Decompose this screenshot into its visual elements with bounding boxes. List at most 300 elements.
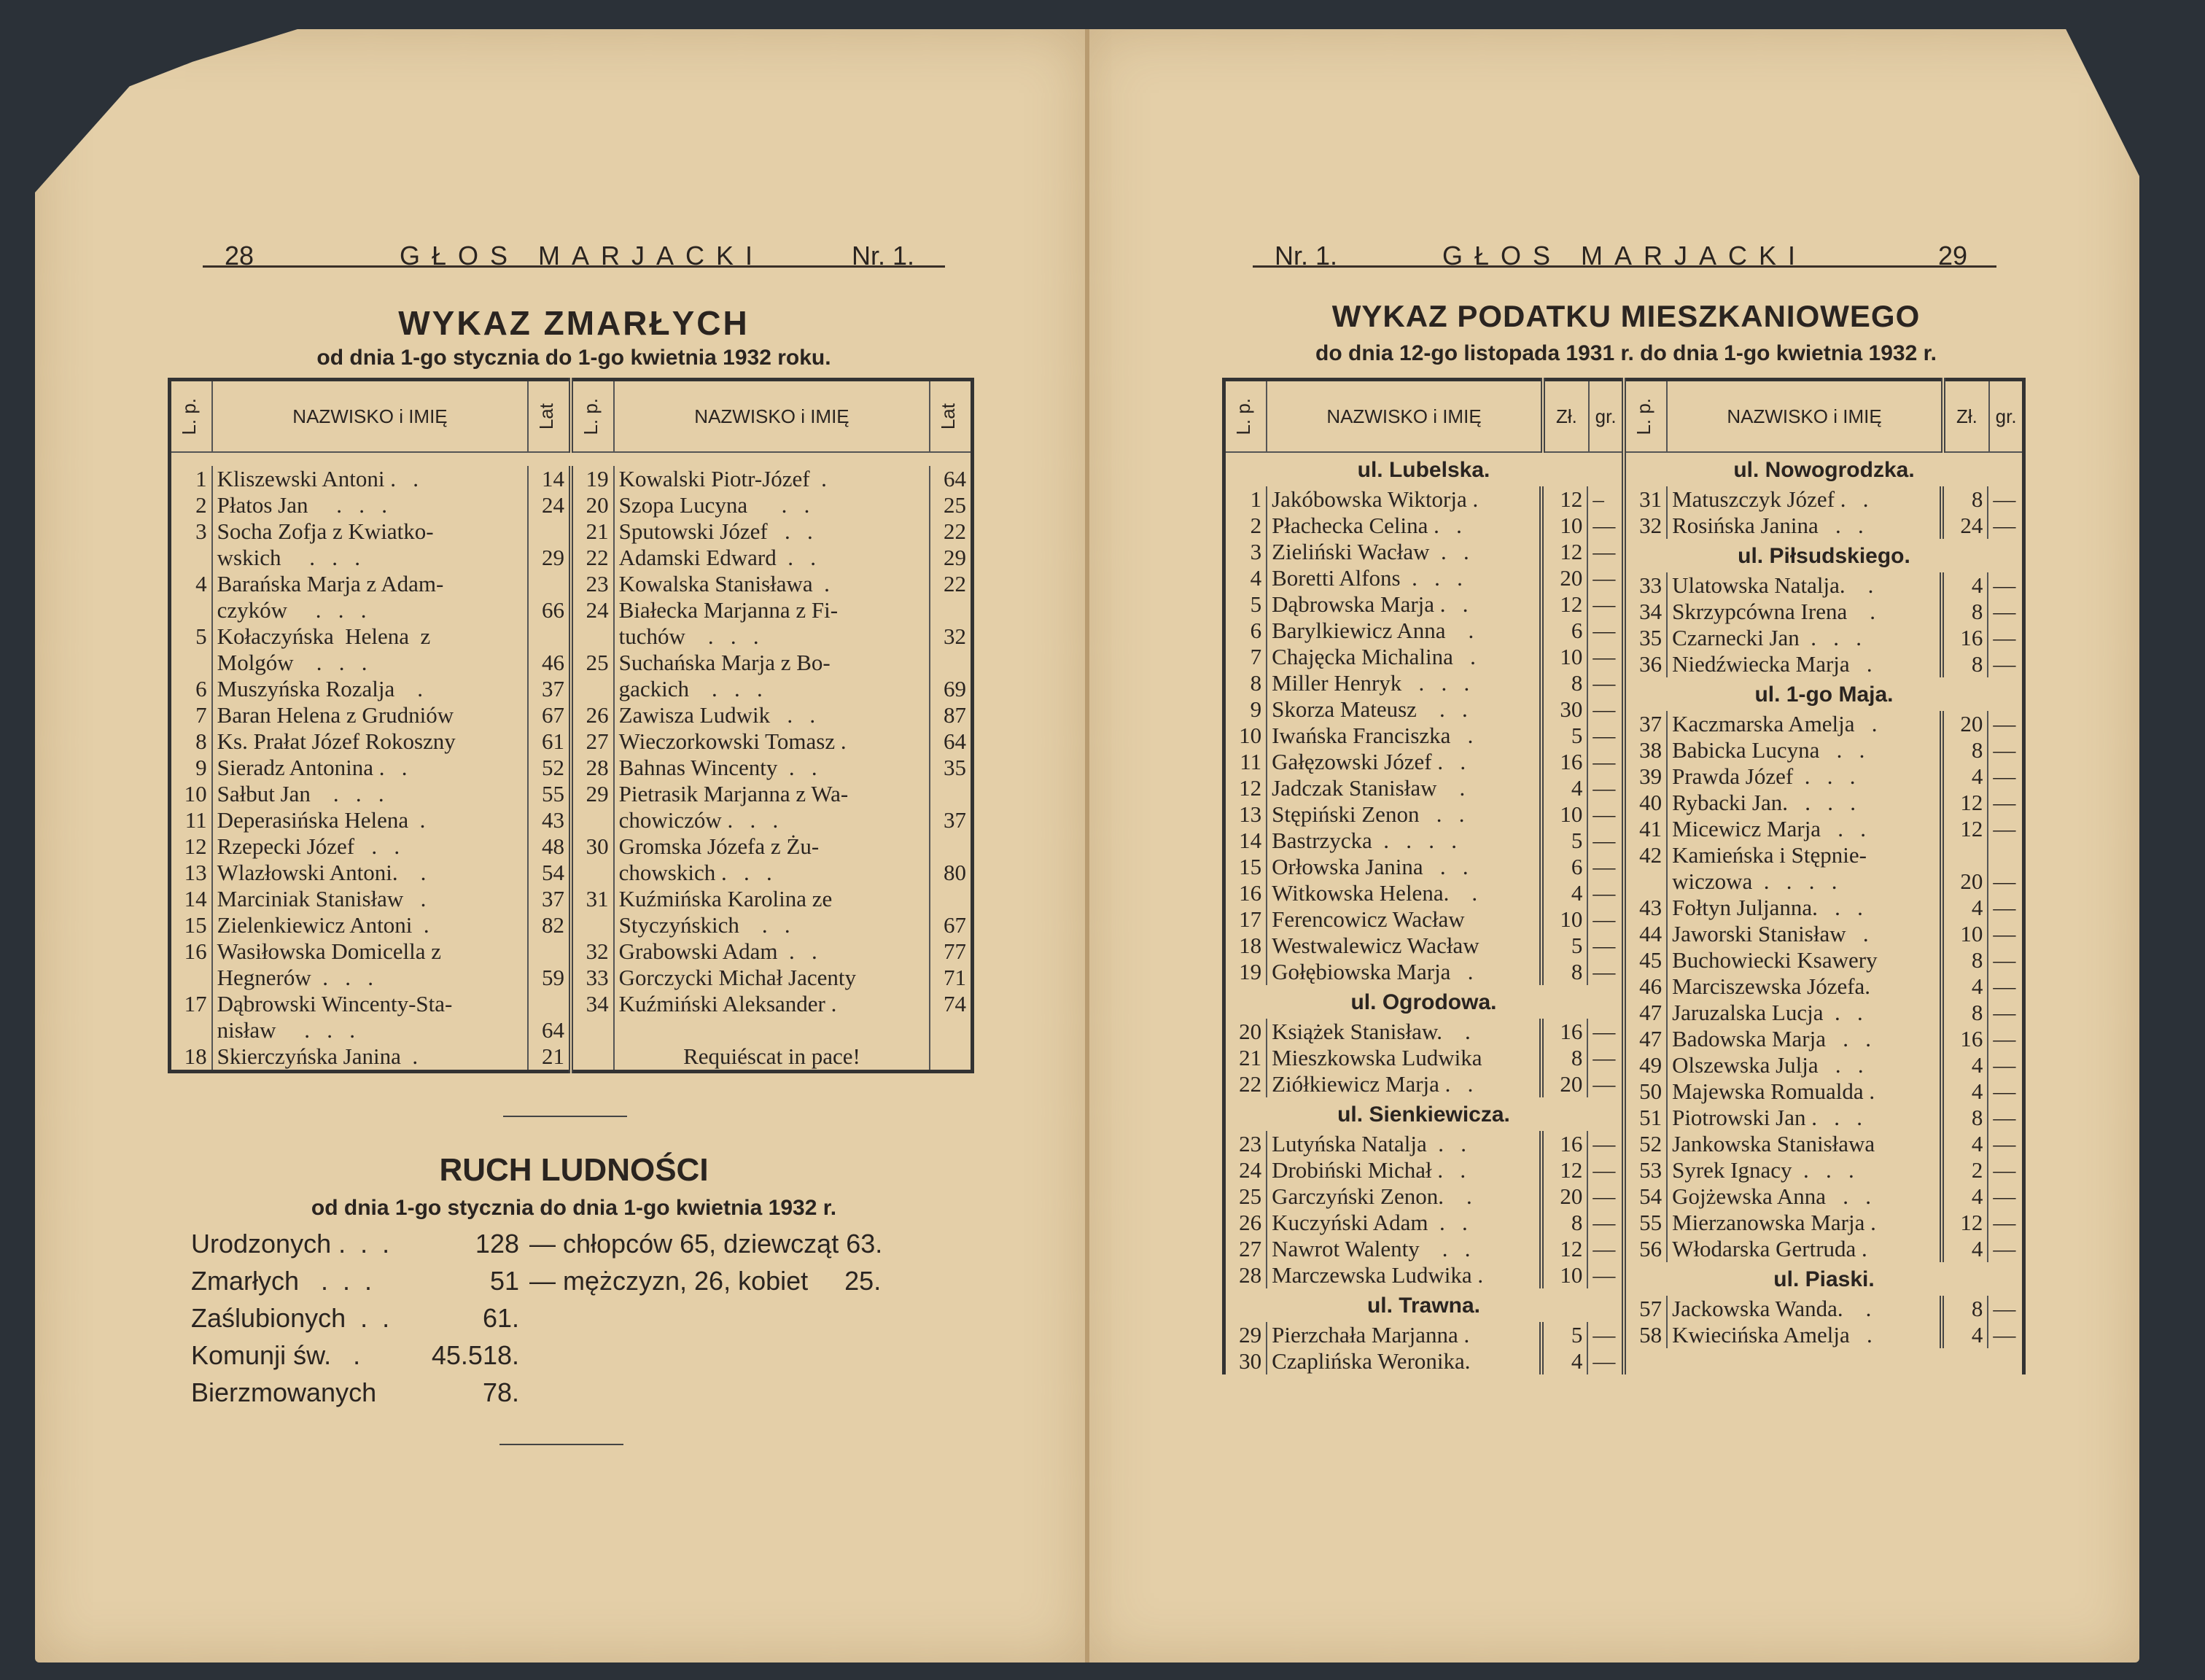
row-number: 32 (1639, 513, 1662, 538)
table-row (170, 650, 973, 676)
table-row (170, 781, 973, 807)
age-value: 37 (930, 807, 972, 833)
lp-header: L. p. (579, 397, 602, 435)
grosz-value: — (1988, 599, 2022, 625)
person-name: Białecka Marjanna z Fi- (614, 597, 930, 623)
table-row (1626, 1026, 2022, 1052)
row-number: 18 (1239, 933, 1262, 958)
row-number: 33 (571, 965, 614, 991)
age-value: 32 (930, 623, 972, 650)
row-number: 22 (1239, 1071, 1262, 1097)
zloty-value: 10 (1541, 513, 1588, 539)
row-number: 55 (1639, 1210, 1662, 1235)
person-name: Kowalski Piotr-Józef . (614, 466, 930, 492)
taxpayer-name: Gałęzowski Józef . . (1267, 749, 1541, 775)
age-value: 22 (930, 518, 972, 545)
age-value (528, 518, 571, 545)
stat-value: 45.518. (431, 1340, 519, 1370)
person-name: Barańska Marja z Adam- (212, 571, 529, 597)
taxpayer-name: Mieszkowska Ludwika (1267, 1045, 1541, 1071)
age-value: 61 (528, 728, 571, 755)
table-row (1626, 1183, 2022, 1210)
table-row (170, 702, 973, 728)
zloty-value (1942, 842, 1988, 868)
stat-line (191, 1337, 882, 1374)
taxpayer-name: Nawrot Walenty . . (1267, 1236, 1541, 1262)
table-header-row (1224, 380, 2024, 453)
person-name: Sputowski Józef . . (614, 518, 930, 545)
table-row (170, 571, 973, 597)
taxpayer-name: Zieliński Wacław . . (1267, 539, 1541, 565)
row-number: 20 (571, 492, 614, 518)
row-number: 16 (184, 938, 207, 964)
person-name: Pietrasik Marjanna z Wa- (614, 781, 930, 807)
row-number: 21 (1239, 1045, 1262, 1070)
zloty-value: 4 (1942, 973, 1988, 1000)
grosz-value: — (1988, 486, 2022, 513)
row-number: 37 (1639, 711, 1662, 736)
lp-header: L. p. (1632, 397, 1654, 435)
age-value: 71 (930, 965, 972, 991)
table-row (170, 623, 973, 650)
grosz-value: — (1988, 763, 2022, 790)
zloty-value: 6 (1541, 854, 1588, 880)
age-value: 87 (930, 702, 972, 728)
row-number: 50 (1639, 1078, 1662, 1104)
grosz-value: — (1988, 572, 2022, 599)
row-number: 54 (1639, 1183, 1662, 1209)
table-header-row (170, 380, 973, 453)
table-row (1226, 749, 1622, 775)
row-number: 29 (1239, 1322, 1262, 1348)
zloty-value: 8 (1541, 959, 1588, 985)
stat-value: 51 (489, 1266, 519, 1296)
table-row (170, 492, 973, 518)
row-number: 43 (1639, 895, 1662, 920)
street-heading-row (1626, 677, 2022, 711)
lp-header: L. p. (178, 397, 200, 435)
row-number: 17 (184, 991, 207, 1016)
row-number: 12 (1239, 775, 1262, 801)
row-number (170, 597, 212, 623)
row-number (170, 1017, 212, 1043)
row-number: 45 (1639, 947, 1662, 973)
grosz-value: — (1587, 670, 1622, 696)
row-number: 2 (1250, 513, 1262, 538)
row-number (571, 1017, 614, 1043)
zloty-value: 8 (1942, 1296, 1988, 1322)
age-value: 59 (528, 965, 571, 991)
row-number (170, 965, 212, 991)
taxpayer-name: Garczyński Zenon. . (1267, 1183, 1541, 1210)
person-name: Zawisza Ludwik . . (614, 702, 930, 728)
age-value: 37 (528, 886, 571, 912)
row-number: 28 (571, 755, 614, 781)
grosz-value: — (1587, 513, 1622, 539)
table-row (1626, 1052, 2022, 1078)
grosz-value: — (1587, 591, 1622, 618)
taxpayer-name: Micewicz Marja . . (1667, 816, 1942, 842)
person-name: chowskich . . . (614, 860, 930, 886)
stat-label: Zaślubionych . . (191, 1303, 390, 1333)
table-row (1226, 1045, 1622, 1071)
row-number: 19 (1239, 959, 1262, 984)
street-name: ul. Piłsudskiego. (1738, 544, 1910, 568)
grosz-value: — (1587, 1019, 1622, 1045)
age-value (930, 650, 972, 676)
taxpayer-name: Drobiński Michał . . (1267, 1157, 1541, 1183)
age-value: 29 (930, 545, 972, 571)
row-number: 31 (1639, 486, 1662, 512)
table-row (170, 991, 973, 1017)
table-row (1226, 723, 1622, 749)
taxpayer-name: Westwalewicz Wacław (1267, 933, 1541, 959)
taxpayer-name: Prawda Józef . . . (1667, 763, 1942, 790)
zl-header: Zł. (1943, 380, 1990, 453)
person-name: Deperasińska Helena . (212, 807, 529, 833)
row-number: 53 (1639, 1157, 1662, 1183)
left-running-head (203, 219, 945, 271)
grosz-value: — (1587, 1322, 1622, 1348)
row-number: 8 (1250, 670, 1262, 696)
age-value: 54 (528, 860, 571, 886)
grosz-value: — (1988, 790, 2022, 816)
table-row (1626, 651, 2022, 677)
age-value (528, 571, 571, 597)
zloty-value: 4 (1942, 1183, 1988, 1210)
deaths-table-body (170, 466, 973, 1072)
row-number: 57 (1639, 1296, 1662, 1321)
age-value (528, 623, 571, 650)
table-row (1626, 1296, 2022, 1322)
grosz-value: — (1587, 1131, 1622, 1157)
stat-line (191, 1225, 882, 1262)
table-row (1226, 591, 1622, 618)
taxpayer-name: Kuczyński Adam . . (1267, 1210, 1541, 1236)
table-row (1226, 1322, 1622, 1348)
grosz-value: — (1587, 749, 1622, 775)
row-number: 5 (195, 623, 207, 649)
page-number: 28 (225, 241, 254, 271)
zloty-value: 20 (1541, 1183, 1588, 1210)
zloty-value: 8 (1942, 737, 1988, 763)
age-value: 67 (528, 702, 571, 728)
table-row (1226, 1210, 1622, 1236)
zloty-value: 4 (1942, 763, 1988, 790)
person-name: Baran Helena z Grudniów (212, 702, 529, 728)
grosz-value: — (1587, 539, 1622, 565)
table-row (1626, 625, 2022, 651)
zloty-value: 2 (1942, 1157, 1988, 1183)
table-row (1226, 1262, 1622, 1288)
row-number: 4 (1250, 565, 1262, 591)
tax-title: WYKAZ PODATKU MIESZKANIOWEGO (1331, 299, 1921, 333)
table-row (1626, 513, 2022, 539)
zloty-value: 5 (1541, 1322, 1588, 1348)
grosz-value: — (1587, 696, 1622, 723)
row-number: 8 (195, 728, 207, 754)
zloty-value: 6 (1541, 618, 1588, 644)
table-row (1226, 1348, 1622, 1374)
person-name: Ks. Prałat Józef Rokoszny (212, 728, 529, 755)
row-number: 33 (1639, 572, 1662, 598)
row-number: 10 (1239, 723, 1262, 748)
table-row (1626, 1131, 2022, 1157)
age-value: 80 (930, 860, 972, 886)
taxpayer-name: Witkowska Helena. . (1267, 880, 1541, 906)
tax-subtitle: do dnia 12-go listopada 1931 r. do dnia 1-go kwietnia 1932 r. (1315, 341, 1937, 365)
person-name: Wieczorkowski Tomasz . (614, 728, 930, 755)
journal-title: GŁOS MARJACKI (400, 241, 765, 271)
deaths-subtitle: od dnia 1-go stycznia do 1-go kwietnia 1932 roku. (316, 346, 831, 370)
table-row (170, 545, 973, 571)
zloty-value: 5 (1541, 828, 1588, 854)
row-number: 49 (1639, 1052, 1662, 1078)
taxpayer-name: Włodarska Gertruda . (1667, 1236, 1942, 1262)
zloty-value: 12 (1541, 486, 1588, 513)
person-name: Gorczycki Michał Jacenty (614, 965, 930, 991)
row-number: 46 (1639, 973, 1662, 999)
person-name: Muszyńska Rozalja . (212, 676, 529, 702)
age-value: 55 (528, 781, 571, 807)
row-number: 23 (1239, 1131, 1262, 1156)
table-row (1626, 868, 2022, 895)
taxpayer-name: wiczowa . . . . (1667, 868, 1942, 895)
table-row (1226, 644, 1622, 670)
zloty-value: 10 (1942, 921, 1988, 947)
table-row (1626, 842, 2022, 868)
taxpayer-name: Jackowska Wanda. . (1667, 1296, 1942, 1322)
tax-table (1222, 378, 2026, 1374)
grosz-value: — (1988, 1183, 2022, 1210)
stat-line (191, 1262, 882, 1299)
row-number (571, 912, 614, 938)
table-row (170, 466, 973, 492)
zloty-value: 8 (1541, 1210, 1588, 1236)
grosz-value: — (1988, 1322, 2022, 1348)
age-value: 67 (930, 912, 972, 938)
table-row (1626, 1210, 2022, 1236)
table-row (1626, 1078, 2022, 1105)
row-number: 17 (1239, 906, 1262, 932)
row-number: 28 (1239, 1262, 1262, 1288)
zloty-value: 8 (1541, 670, 1588, 696)
row-number: 22 (571, 545, 614, 571)
person-name: Wasiłowska Domicella z (212, 938, 529, 965)
row-number (571, 860, 614, 886)
person-name: Molgów . . . (212, 650, 529, 676)
row-number: 24 (1239, 1157, 1262, 1183)
row-number: 20 (1239, 1019, 1262, 1044)
street-heading-row (1226, 1097, 1622, 1131)
taxpayer-name: Rosińska Janina . . (1667, 513, 1942, 539)
issue-number: Nr. 1. (1275, 241, 1338, 271)
zloty-value: 4 (1541, 775, 1588, 801)
age-value (930, 1043, 972, 1072)
grosz-value: — (1988, 711, 2022, 737)
row-number: 35 (1639, 625, 1662, 650)
table-row (1626, 790, 2022, 816)
row-number: 29 (571, 781, 614, 807)
zloty-value: 30 (1541, 696, 1588, 723)
zloty-value: 4 (1942, 1236, 1988, 1262)
zloty-value: 8 (1942, 599, 1988, 625)
zloty-value: 5 (1541, 933, 1588, 959)
age-value: 46 (528, 650, 571, 676)
row-number: 24 (571, 597, 614, 623)
zloty-value: 12 (1942, 816, 1988, 842)
table-row (1626, 737, 2022, 763)
grosz-value: — (1988, 651, 2022, 677)
zloty-value: 16 (1942, 625, 1988, 651)
page-number: 29 (1938, 241, 1968, 271)
taxpayer-name: Barylkiewicz Anna . (1267, 618, 1541, 644)
zloty-value: 4 (1541, 880, 1588, 906)
grosz-value: — (1587, 959, 1622, 985)
table-row (1626, 599, 2022, 625)
age-header: Lat (937, 402, 960, 430)
age-value: 22 (930, 571, 972, 597)
taxpayer-name: Olszewska Julja . . (1667, 1052, 1942, 1078)
row-number (571, 807, 614, 833)
grosz-value: — (1587, 1157, 1622, 1183)
grosz-value: — (1988, 1000, 2022, 1026)
person-name: Płatos Jan . . . (212, 492, 529, 518)
age-value: 35 (930, 755, 972, 781)
grosz-value: — (1988, 1131, 2022, 1157)
taxpayer-name: Skorza Mateusz . . (1267, 696, 1541, 723)
person-name: Zielenkiewicz Antoni . (212, 912, 529, 938)
row-number: 13 (184, 860, 207, 885)
zloty-value: 4 (1942, 572, 1988, 599)
taxpayer-name: Syrek Ignacy . . . (1667, 1157, 1942, 1183)
taxpayer-name: Płachecka Celina . . (1267, 513, 1541, 539)
stat-value: 61. (482, 1303, 519, 1333)
age-value: 64 (528, 1017, 571, 1043)
taxpayer-name: Marciszewska Józefa. (1667, 973, 1942, 1000)
row-number: 27 (1239, 1236, 1262, 1261)
person-name: Styczyńskich . . (614, 912, 930, 938)
row-number: 13 (1239, 801, 1262, 827)
zloty-value: 8 (1942, 947, 1988, 973)
taxpayer-name: Piotrowski Jan . . . (1667, 1105, 1942, 1131)
age-value: 77 (930, 938, 972, 965)
zloty-value: 4 (1541, 1348, 1588, 1374)
taxpayer-name: Rybacki Jan. . . . (1667, 790, 1942, 816)
row-number: 15 (1239, 854, 1262, 879)
grosz-value: — (1587, 801, 1622, 828)
issue-number: Nr. 1. (852, 241, 915, 271)
age-value: 66 (528, 597, 571, 623)
zloty-value: 8 (1541, 1045, 1588, 1071)
stat-detail: — mężczyzn, 26, kobiet 25. (529, 1266, 882, 1296)
table-row (1626, 1105, 2022, 1131)
age-value: 74 (930, 991, 972, 1017)
ruch-subtitle: od dnia 1-go stycznia do dnia 1-go kwietnia 1932 r. (311, 1196, 837, 1220)
row-number: 41 (1639, 816, 1662, 841)
row-number: 44 (1639, 921, 1662, 946)
row-number: 16 (1239, 880, 1262, 906)
age-value (930, 597, 972, 623)
journal-title: GŁOS MARJACKI (1442, 241, 1808, 271)
person-name: wskich . . . (212, 545, 529, 571)
zloty-value: 20 (1541, 1071, 1588, 1097)
age-value: 52 (528, 755, 571, 781)
table-row (170, 860, 973, 886)
row-number: 5 (1250, 591, 1262, 617)
row-number: 25 (1239, 1183, 1262, 1209)
table-row (1226, 801, 1622, 828)
grosz-value: – (1587, 486, 1622, 513)
zloty-value: 16 (1541, 749, 1588, 775)
table-row (1626, 1157, 2022, 1183)
person-name: nisław . . . (212, 1017, 529, 1043)
grosz-value (1988, 842, 2022, 868)
table-row (170, 807, 973, 833)
table-row (1226, 618, 1622, 644)
table-row (1226, 906, 1622, 933)
row-number: 30 (1239, 1348, 1262, 1374)
table-row (1226, 486, 1622, 513)
row-number: 6 (1250, 618, 1262, 643)
taxpayer-name: Lutyńska Natalja . . (1267, 1131, 1541, 1157)
street-name: ul. Lubelska. (1357, 458, 1490, 482)
age-value: 25 (930, 492, 972, 518)
row-number: 56 (1639, 1236, 1662, 1261)
row-number: 34 (571, 991, 614, 1017)
taxpayer-name: Miller Henryk . . . (1267, 670, 1541, 696)
person-name: Kuźmiński Aleksander . (614, 991, 930, 1017)
street-heading-row (1226, 985, 1622, 1019)
stat-value: 78. (482, 1377, 519, 1407)
person-name: Grabowski Adam . . (614, 938, 930, 965)
stat-label: Zmarłych . . . (191, 1266, 373, 1296)
table-row (1626, 1000, 2022, 1026)
age-value: 21 (528, 1043, 571, 1072)
grosz-value: — (1988, 1052, 2022, 1078)
row-number: 14 (1239, 828, 1262, 853)
table-row (1226, 1019, 1622, 1045)
table-row (1226, 854, 1622, 880)
stat-label: Urodzonych . . . (191, 1229, 390, 1259)
age-header: Lat (535, 402, 558, 430)
taxpayer-name: Marczewska Ludwika . (1267, 1262, 1541, 1288)
right-running-head (1253, 219, 1996, 271)
zloty-value: 8 (1942, 1105, 1988, 1131)
table-row (1226, 670, 1622, 696)
zloty-value: 16 (1541, 1131, 1588, 1157)
row-number: 23 (571, 571, 614, 597)
zloty-value: 20 (1942, 711, 1988, 737)
table-row (170, 1017, 973, 1043)
taxpayer-name: Stępiński Zenon . . (1267, 801, 1541, 828)
zloty-value: 4 (1942, 1078, 1988, 1105)
row-number: 2 (195, 492, 207, 518)
street-heading-row (1226, 453, 1622, 486)
grosz-value: — (1988, 1296, 2022, 1322)
table-row (170, 755, 973, 781)
age-value: 69 (930, 676, 972, 702)
table-row (1626, 973, 2022, 1000)
grosz-value: — (1587, 933, 1622, 959)
row-number: 1 (195, 466, 207, 491)
person-name: Requiéscat in pace! (614, 1043, 930, 1072)
grosz-value: — (1587, 1045, 1622, 1071)
zloty-value: 10 (1541, 1262, 1588, 1288)
age-value: 37 (528, 676, 571, 702)
grosz-value: — (1988, 1105, 2022, 1131)
grosz-value: — (1587, 775, 1622, 801)
